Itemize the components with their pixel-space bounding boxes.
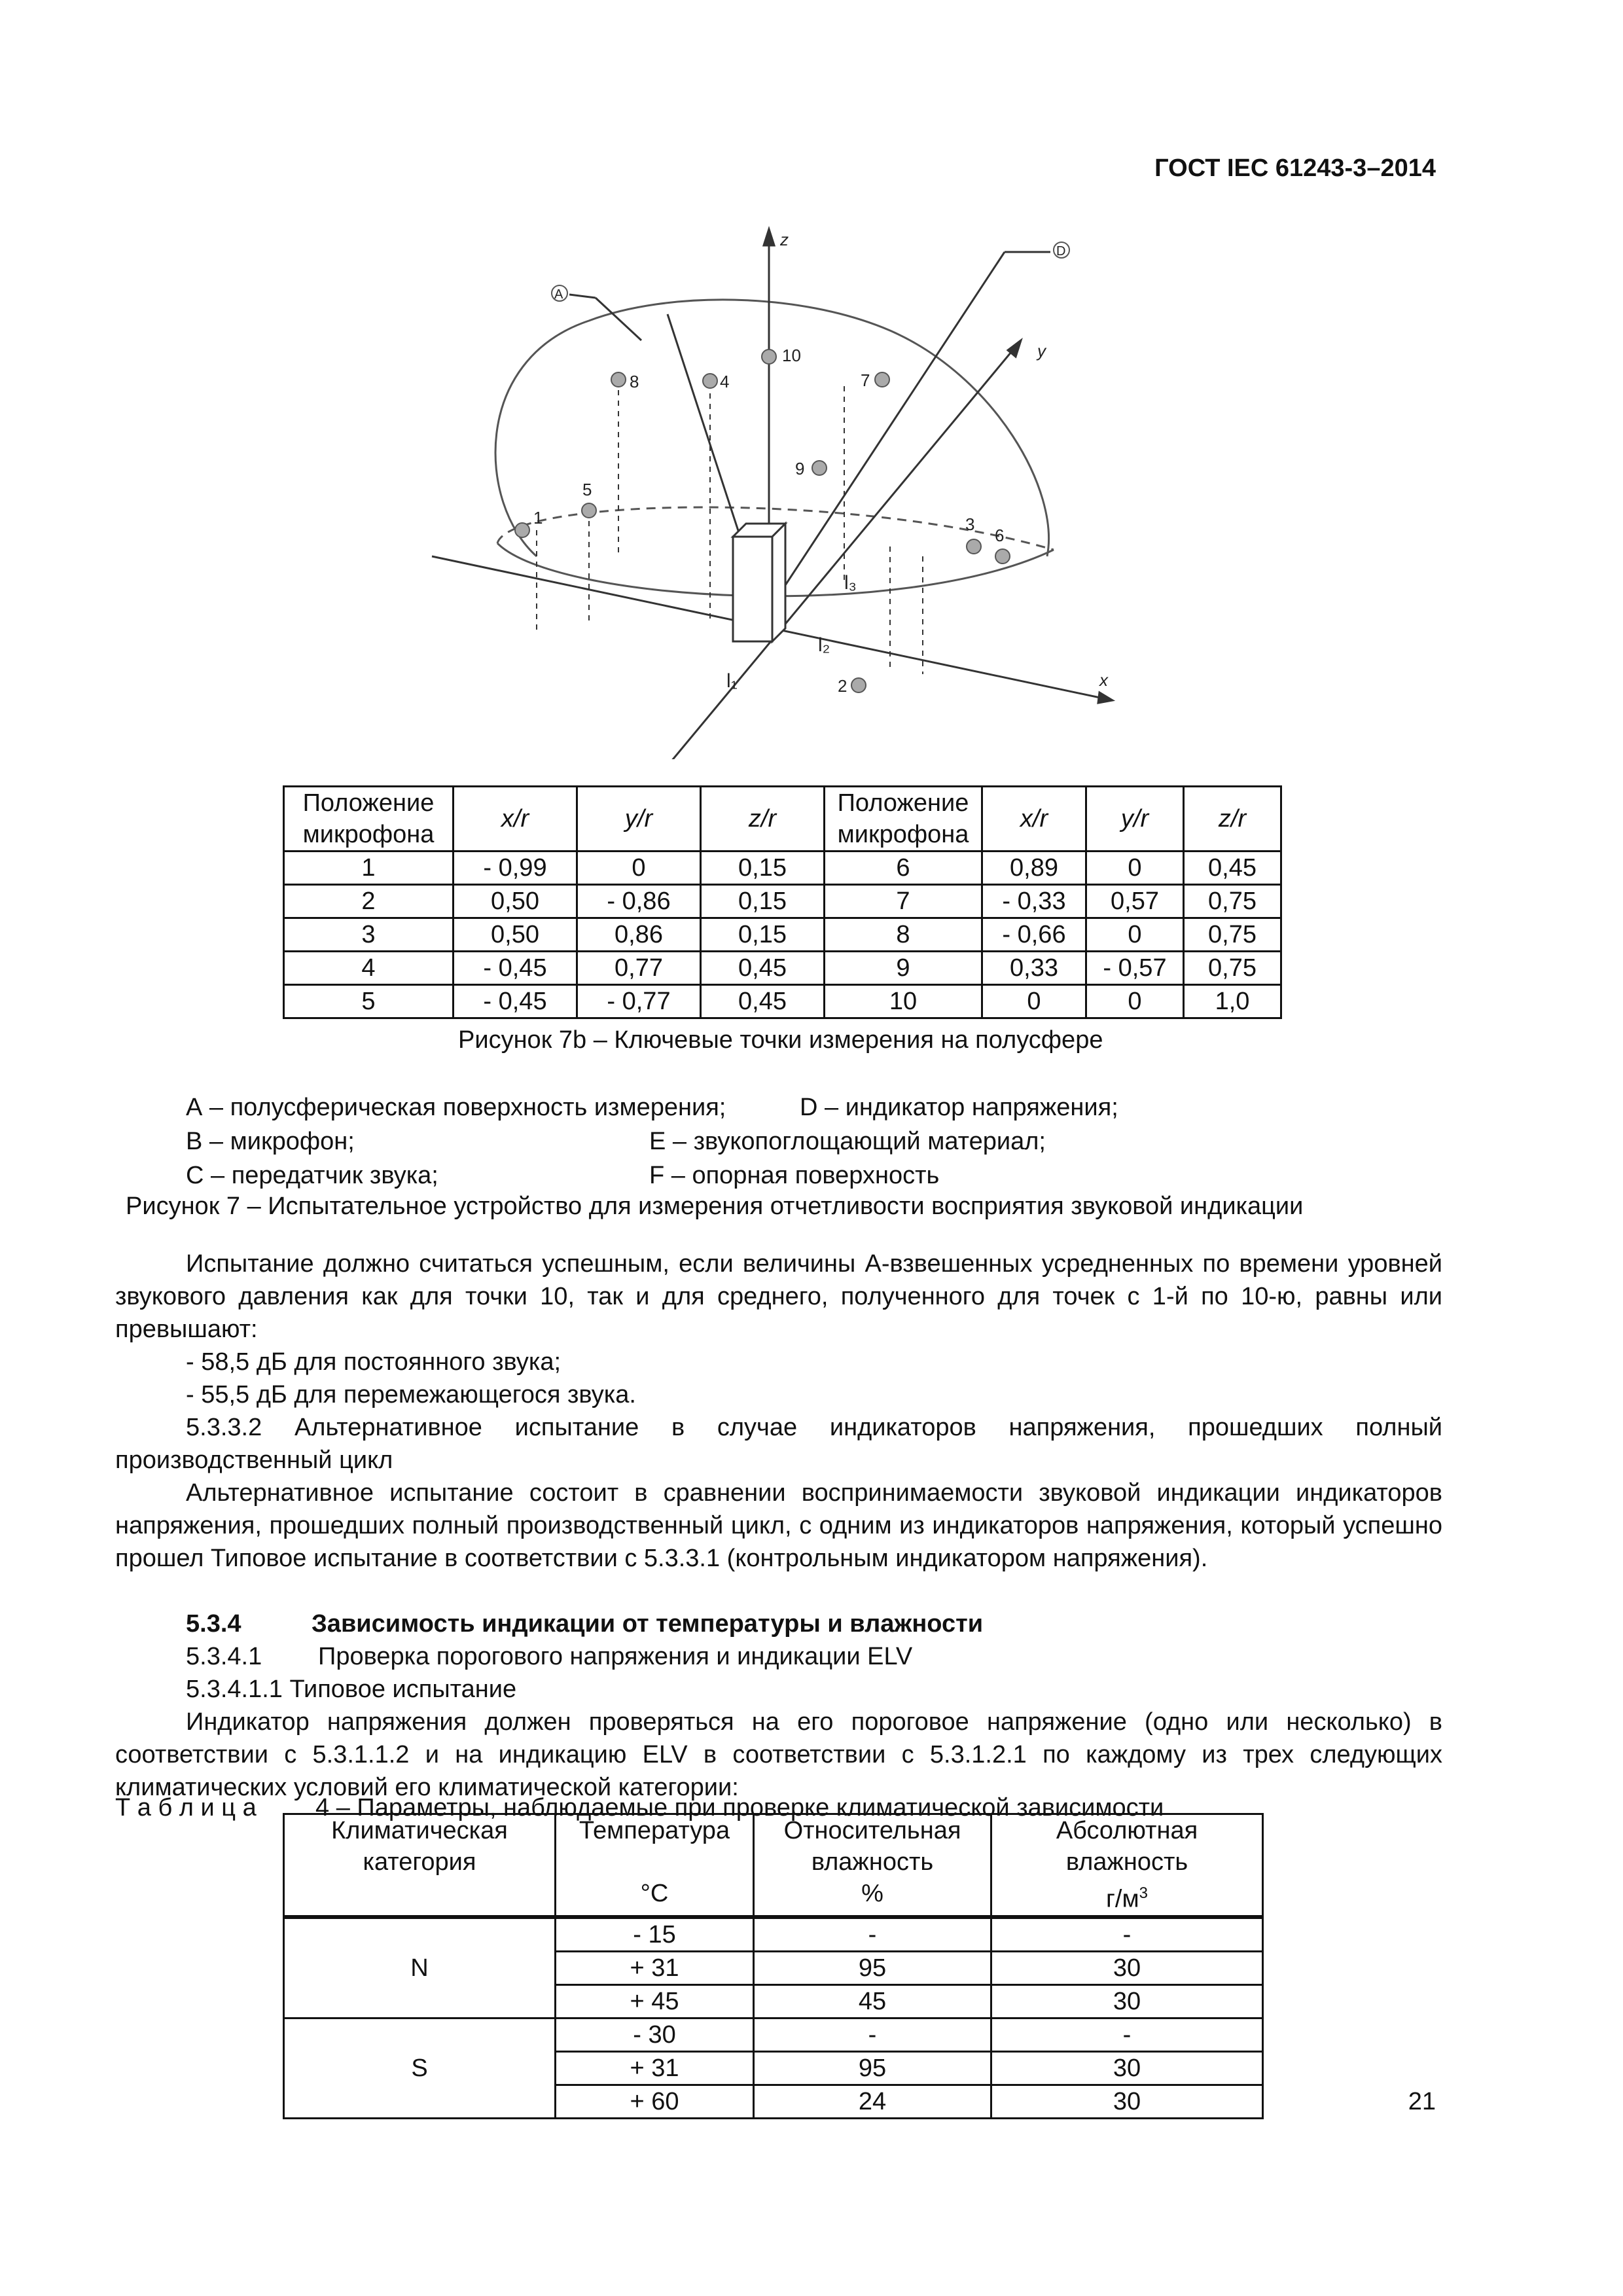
callout-a-label: A [554, 287, 563, 302]
header-cell-relative-humidity [754, 1814, 991, 1917]
table-cell: 1,0 [1184, 985, 1281, 1018]
z-axis-label: z [780, 230, 789, 249]
point-label-7: 7 [861, 370, 870, 390]
l1-label: l₁ [726, 670, 738, 692]
table-cell: 1 [284, 852, 454, 885]
point-4 [703, 374, 717, 388]
header-cell: x/r [982, 787, 1086, 852]
paragraph: Индикатор напряжения должен проверяться на его пороговое напряжение (одно или несколько) в соответствии с 5.3.1.1.2 и на индикацию ELV в соответствии с 5.3.1.2.1 по каждому из трех следующих климатических условий его климатической категории: [115, 1708, 1442, 1801]
y-axis-label: y [1037, 341, 1046, 361]
table-cell: 0 [1086, 852, 1184, 885]
table-cell: 0,45 [701, 952, 825, 985]
point-7 [875, 372, 889, 387]
point-label-4: 4 [720, 372, 730, 391]
point-5 [582, 503, 596, 518]
table-cell: 0 [577, 852, 701, 885]
table-4-title-prefix: Т а б л и ц а [115, 1794, 257, 1821]
legend-a: А – полусферическая поверхность измерения; [186, 1094, 726, 1121]
list-item: - 55,5 дБ для перемежающегося звука. [186, 1381, 636, 1408]
header-relative-humidity-label: Относительная влажность [783, 1817, 961, 1876]
table-cell: + 31 [556, 1951, 754, 1984]
point-label-9: 9 [795, 459, 805, 478]
section-5-3-4-1-title: Проверка порогового напряжения и индикации ELV [318, 1643, 913, 1670]
legend-c: С – передатчик звука; [186, 1162, 438, 1189]
table-cell: - 0,45 [454, 985, 577, 1018]
l2-label: l₂ [818, 634, 830, 656]
table-cell: 8 [825, 918, 982, 952]
point-2 [851, 678, 866, 692]
table-cell: 30 [991, 1951, 1263, 1984]
callout-d-label: D [1056, 244, 1066, 259]
table-cell: 30 [991, 2085, 1263, 2118]
header-cell: x/r [454, 787, 577, 852]
document-header: ГОСТ IEC 61243-3–2014 [1154, 154, 1436, 182]
table-4-title: 4 – Параметры, наблюдаемые при проверке климатической зависимости [315, 1794, 1164, 1821]
table-cell: 0,77 [577, 952, 701, 985]
table-cell: - 0,57 [1086, 952, 1184, 985]
header-cell: Положение микрофона [825, 787, 982, 852]
table-cell: 2 [284, 885, 454, 918]
point-1 [515, 523, 529, 537]
header-absolute-humidity-label: Абсолютная влажность [1056, 1817, 1198, 1876]
header-temperature-label: Температура [579, 1817, 730, 1844]
table-header-row [284, 787, 1281, 852]
header-cell: z/r [1184, 787, 1281, 852]
paragraph: Альтернативное испытание состоит в сравнении воспринимаемости звуковой индикации индикаторов напряжения, прошедших полный производственный цикл, с одним из индикаторов напряжения, который успешно прошел Типовое испытание в соответствии с 5.3.3.1 (контрольным индикатором напряжения). [115, 1479, 1442, 1572]
table-cell: 0,45 [701, 985, 825, 1018]
header-cell-category: Климатическая категория [284, 1814, 556, 1917]
table-cell: 30 [991, 2051, 1263, 2085]
point-10 [762, 350, 776, 364]
table-cell: 0,15 [701, 885, 825, 918]
paragraph: Испытание должно считаться успешным, если величины А-взвешенных усредненных по времени уровней звукового давления как для точки 10, так и для среднего, полученного для точек с 1-й по 10-ю, равны или превышают: [115, 1250, 1442, 1343]
header-cell: z/r [701, 787, 825, 852]
table-cell: 6 [825, 852, 982, 885]
point-label-6: 6 [995, 526, 1005, 545]
table-cell: 0,50 [454, 885, 577, 918]
table-cell: 0,45 [1184, 852, 1281, 885]
point-label-10: 10 [782, 346, 801, 365]
table-cell: + 60 [556, 2085, 754, 2118]
legend-e: Е – звукопоглощающий материал; [649, 1128, 1046, 1155]
table-cell: + 45 [556, 1984, 754, 2018]
table-cell: 0 [982, 985, 1086, 1018]
legend-d: D – индикатор напряжения; [800, 1094, 1118, 1121]
table-row [284, 918, 1281, 952]
point-label-5: 5 [582, 480, 592, 499]
table-cell: 0,33 [982, 952, 1086, 985]
table-cell: + 31 [556, 2051, 754, 2085]
table-cell: 5 [284, 985, 454, 1018]
section-5-3-4-title: Зависимость индикации от температуры и влажности [312, 1610, 984, 1638]
table-cell: - 30 [556, 2018, 754, 2051]
table-cell: 0,86 [577, 918, 701, 952]
page-number: 21 [1408, 2088, 1436, 2115]
table-cell: 95 [754, 1951, 991, 1984]
table-cell: - 0,45 [454, 952, 577, 985]
point-label-1: 1 [533, 508, 543, 528]
list-item: - 58,5 дБ для постоянного звука; [186, 1348, 562, 1376]
figure-7-caption: Рисунок 7 – Испытательное устройство для измерения отчетливости восприятия звуковой индикации [126, 1193, 1304, 1220]
table-cell: - [754, 2018, 991, 2051]
table-cell: - [991, 1917, 1263, 1952]
legend-f: F – опорная поверхность [649, 1162, 940, 1189]
header-cell-temperature [556, 1814, 754, 1917]
l3-label: l₃ [844, 572, 857, 594]
header-cell: Положение микрофона [284, 787, 454, 852]
point-9 [812, 461, 827, 475]
point-6 [995, 549, 1010, 564]
table-cell: - 0,99 [454, 852, 577, 885]
microphone-positions-table [283, 785, 1282, 1019]
table-cell: 0 [1086, 918, 1184, 952]
table-row [284, 952, 1281, 985]
point-label-8: 8 [630, 372, 639, 391]
table-row [284, 985, 1281, 1018]
section-5-3-4-1-1: 5.3.4.1.1 Типовое испытание [186, 1676, 517, 1703]
table-cell: - [991, 2018, 1263, 2051]
section-5-3-4-number: 5.3.4 [186, 1610, 241, 1638]
table-row [284, 2018, 1263, 2051]
climatic-parameters-table [283, 1813, 1264, 2119]
table-cell: 0,89 [982, 852, 1086, 885]
table-cell: 30 [991, 1984, 1263, 2018]
table-cell: - 0,77 [577, 985, 701, 1018]
header-temperature-unit: °С [640, 1880, 669, 1907]
table-cell: 9 [825, 952, 982, 985]
table-cell: 7 [825, 885, 982, 918]
figure-7b-caption: Рисунок 7b – Ключевые точки измерения на полусфере [458, 1026, 1103, 1054]
table-cell: - 0,33 [982, 885, 1086, 918]
header-absolute-humidity-sup: 3 [1139, 1884, 1148, 1902]
header-cell: y/r [1086, 787, 1184, 852]
table-cell: 24 [754, 2085, 991, 2118]
table-row [284, 885, 1281, 918]
table-cell: 0 [1086, 985, 1184, 1018]
header-absolute-humidity-unit: г/м [1106, 1885, 1139, 1913]
table-row [284, 1917, 1263, 1952]
table-cell: 0,75 [1184, 952, 1281, 985]
table-cell: 0,75 [1184, 918, 1281, 952]
header-cell: y/r [577, 787, 701, 852]
category-cell: S [284, 2018, 556, 2118]
table-cell: 0,75 [1184, 885, 1281, 918]
legend-b: В – микрофон; [186, 1128, 355, 1155]
point-3 [967, 539, 981, 554]
paragraph: 5.3.3.2 Альтернативное испытание в случае индикаторов напряжения, прошедших полный производственный цикл [115, 1414, 1442, 1474]
table-header-row [284, 1814, 1263, 1917]
table-row [284, 852, 1281, 885]
table-cell: 0,15 [701, 918, 825, 952]
x-axis-label: x [1099, 670, 1108, 690]
table-cell: 10 [825, 985, 982, 1018]
header-relative-humidity-unit: % [861, 1880, 883, 1907]
table-cell: 0,57 [1086, 885, 1184, 918]
table-cell: 3 [284, 918, 454, 952]
table-cell: 4 [284, 952, 454, 985]
sound-source-box [733, 524, 785, 641]
point-label-2: 2 [838, 676, 847, 696]
table-cell: 0,50 [454, 918, 577, 952]
header-cell-absolute-humidity [991, 1814, 1263, 1917]
point-label-3: 3 [965, 514, 975, 534]
section-5-3-4-1-number: 5.3.4.1 [186, 1643, 262, 1670]
table-cell: - 15 [556, 1917, 754, 1952]
hemisphere-figure [393, 216, 1191, 759]
table-cell: - [754, 1917, 991, 1952]
a-pointer [596, 298, 641, 340]
table-cell: 0,15 [701, 852, 825, 885]
table-cell: 95 [754, 2051, 991, 2085]
point-8 [611, 372, 626, 387]
category-cell: N [284, 1917, 556, 2018]
table-cell: 45 [754, 1984, 991, 2018]
table-cell: - 0,66 [982, 918, 1086, 952]
table-cell: - 0,86 [577, 885, 701, 918]
